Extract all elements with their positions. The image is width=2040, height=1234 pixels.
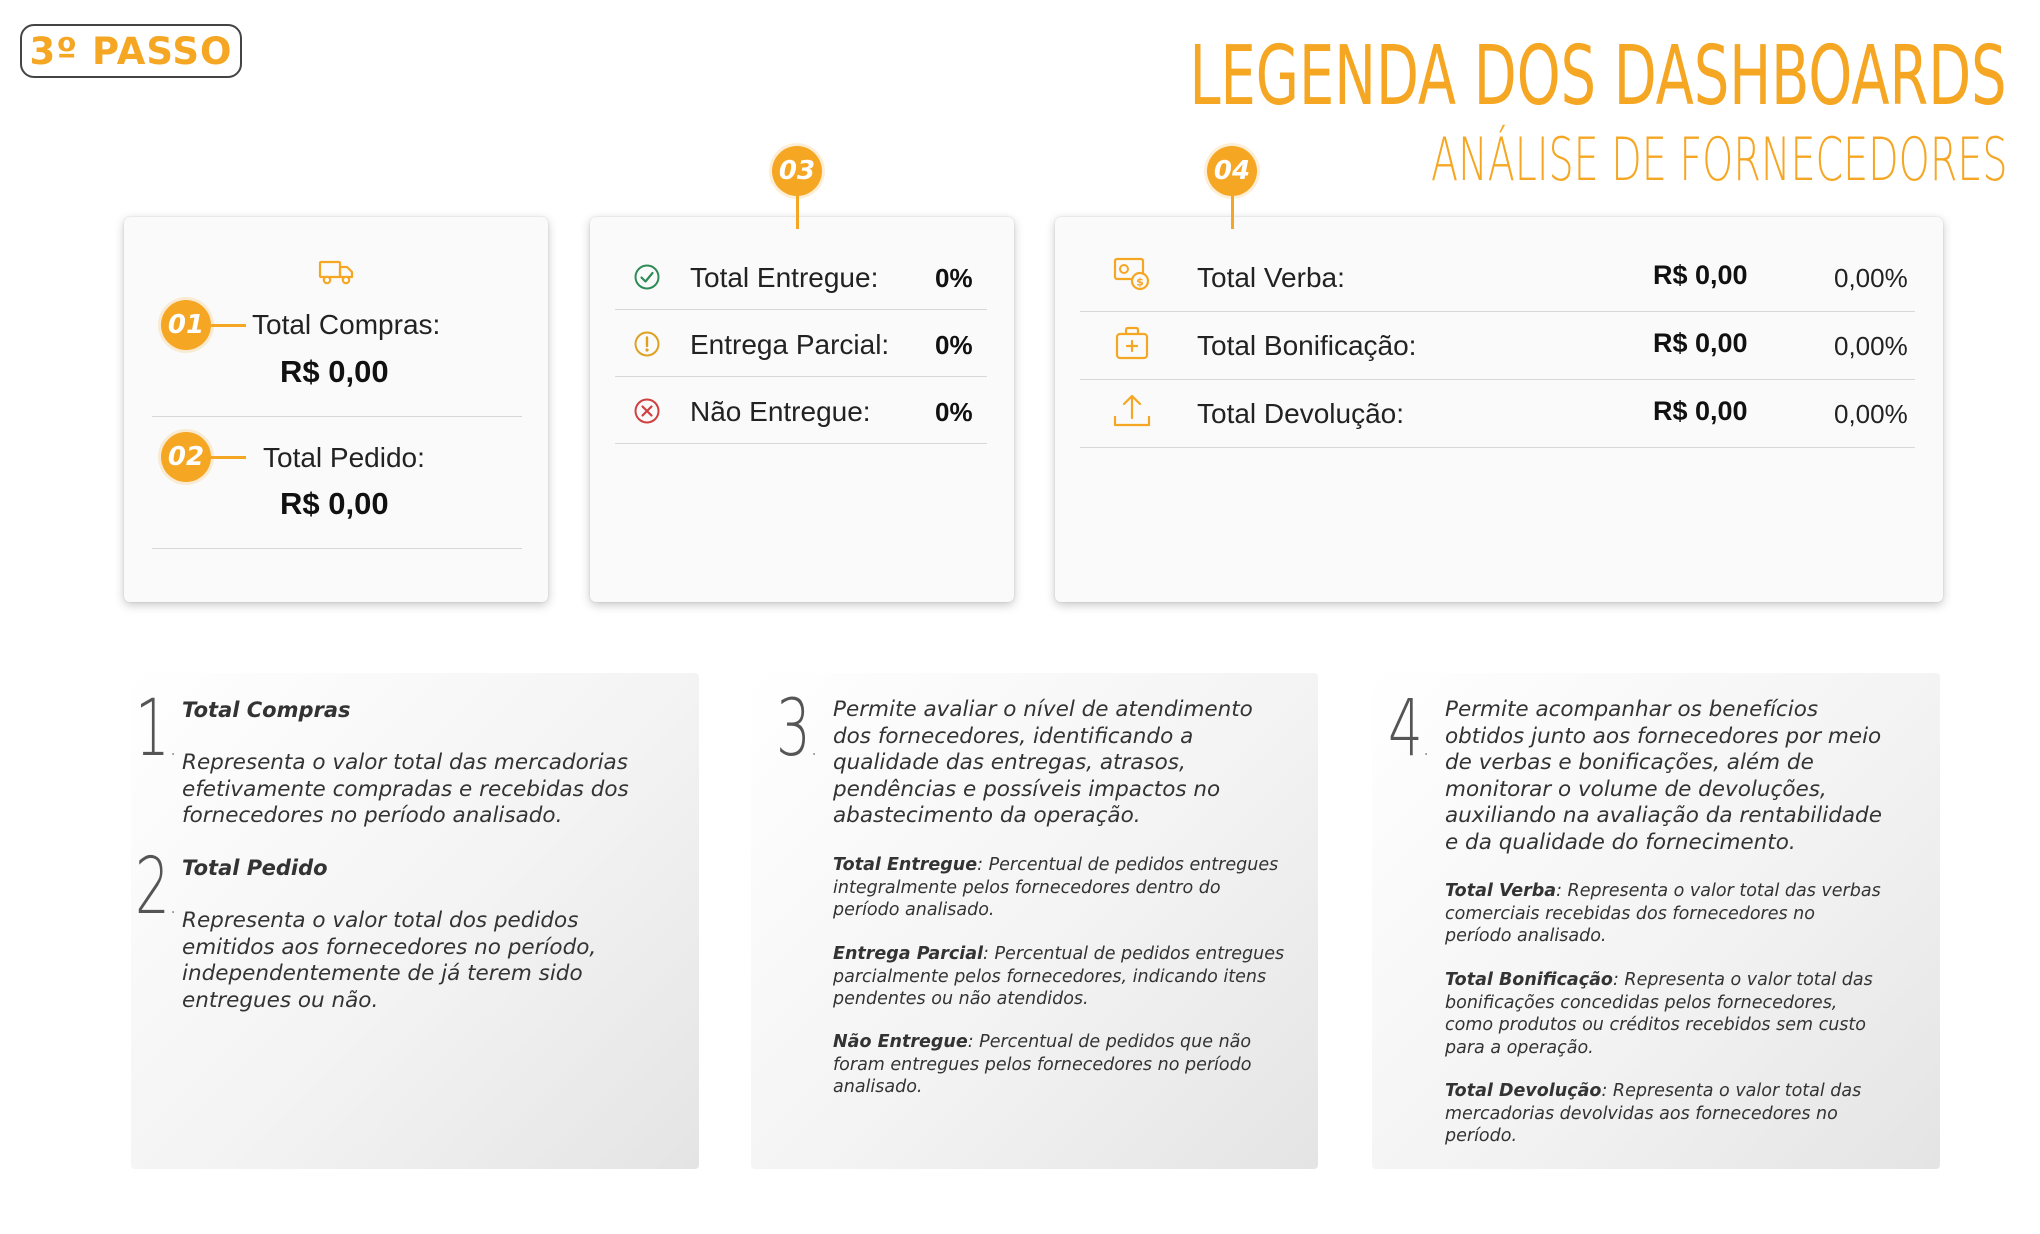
total-verba-value: R$ 0,00 <box>1653 260 1748 290</box>
legend-text-total-pedido: Representa o valor total dos pedidos emitidos aos fornecedores no período, independentemente de já terem sido entregues ou não. <box>182 908 597 1013</box>
card3-divider-1 <box>1080 311 1915 312</box>
card2-divider-3 <box>615 443 987 444</box>
card3-divider-2 <box>1080 379 1915 380</box>
legend-item-total-bonificacao: Total Bonificação: Representa o valor total das bonificações concedidas pelos fornecedores, como produtos ou créditos recebidos sem custo para a operação. <box>1445 970 1873 1058</box>
legend-item-nao-entregue: Não Entregue: Percentual de pedidos que não foram entregues pelos fornecedores no período analisado. <box>833 1032 1252 1097</box>
card3-divider-3 <box>1080 447 1915 448</box>
money-icon <box>1112 254 1152 294</box>
marker-03-line <box>796 195 799 229</box>
legend-number-1: 1. <box>135 684 177 774</box>
total-verba-pct: 0,00% <box>1834 263 1908 293</box>
card-verbas <box>1055 217 1943 602</box>
warning-circle-icon <box>633 330 661 358</box>
check-circle-icon <box>633 263 661 291</box>
total-verba-label: Total Verba: <box>1197 262 1345 293</box>
entrega-parcial-label: Entrega Parcial: <box>690 329 890 360</box>
truck-icon <box>318 258 354 286</box>
legend-intro-4: Permite acompanhar os benefícios obtidos junto aos fornecedores por meio de verbas e bonificações, além de monitorar o volume de devoluções, auxiliando na avaliação da rentabilidade e da qualidade do fornecimento. <box>1445 697 1882 855</box>
legend-item-total-verba: Total Verba: Representa o valor total das verbas comerciais recebidas dos fornecedores no período analisado. <box>1445 881 1881 946</box>
total-compras-value: R$ 0,00 <box>280 354 389 389</box>
total-bonificacao-pct: 0,00% <box>1834 331 1908 361</box>
nao-entregue-label: Não Entregue: <box>690 396 871 427</box>
legend-intro-3: Permite avaliar o nível de atendimento dos fornecedores, identificando a qualidade das entregas, atrasos, pendências e possíveis impactos no abastecimento da operação. <box>833 697 1253 828</box>
card2-divider-2 <box>615 376 987 377</box>
legend-item-total-devolucao: Total Devolução: Representa o valor total das mercadorias devolvidas aos fornecedores no período. <box>1445 1081 1862 1146</box>
page-subtitle: ANÁLISE DE FORNECEDORES <box>1430 125 2007 195</box>
marker-01: 01 <box>161 300 211 350</box>
marker-03: 03 <box>772 146 822 196</box>
marker-02-line <box>210 456 246 459</box>
legend-number-2: 2. <box>135 842 177 932</box>
card1-divider-1 <box>152 416 522 417</box>
total-bonificacao-value: R$ 0,00 <box>1653 328 1748 358</box>
upload-icon <box>1112 392 1152 430</box>
total-pedido-value: R$ 0,00 <box>280 486 389 521</box>
nao-entregue-value: 0% <box>935 397 973 427</box>
legend-number-3: 3. <box>776 684 818 774</box>
x-circle-icon <box>633 397 661 425</box>
svg-text:$: $ <box>1136 275 1144 289</box>
marker-04: 04 <box>1207 146 1257 196</box>
total-compras-label: Total Compras: <box>252 309 441 340</box>
legend-heading-total-pedido: Total Pedido <box>182 856 328 880</box>
total-devolucao-pct: 0,00% <box>1834 399 1908 429</box>
marker-02: 02 <box>161 432 211 482</box>
legend-text-total-compras: Representa o valor total das mercadorias efetivamente compradas e recebidas dos fornecedores no período analisado. <box>182 750 629 828</box>
legend-number-4: 4. <box>1388 684 1430 774</box>
total-pedido-label: Total Pedido: <box>263 442 425 473</box>
card2-divider-1 <box>615 309 987 310</box>
total-entregue-label: Total Entregue: <box>690 262 879 293</box>
legend-item-entrega-parcial: Entrega Parcial: Percentual de pedidos entregues parcialmente pelos fornecedores, indicando itens pendentes ou não atendidos. <box>833 944 1285 1009</box>
legend-heading-total-compras: Total Compras <box>182 698 351 722</box>
entrega-parcial-value: 0% <box>935 330 973 360</box>
step-badge: 3º PASSO <box>20 24 242 78</box>
total-bonificacao-label: Total Bonificação: <box>1197 330 1417 361</box>
total-devolucao-label: Total Devolução: <box>1197 398 1405 429</box>
page-title: LEGENDA DOS DASHBOARDS <box>1189 29 2007 124</box>
total-entregue-value: 0% <box>935 263 973 293</box>
total-devolucao-value: R$ 0,00 <box>1653 396 1748 426</box>
marker-01-line <box>210 324 246 327</box>
gift-box-icon <box>1113 324 1151 362</box>
marker-04-line <box>1231 195 1234 229</box>
card1-divider-2 <box>152 548 522 549</box>
legend-item-total-entregue: Total Entregue: Percentual de pedidos entregues integralmente pelos fornecedores dentro do período analisado. <box>833 855 1279 920</box>
